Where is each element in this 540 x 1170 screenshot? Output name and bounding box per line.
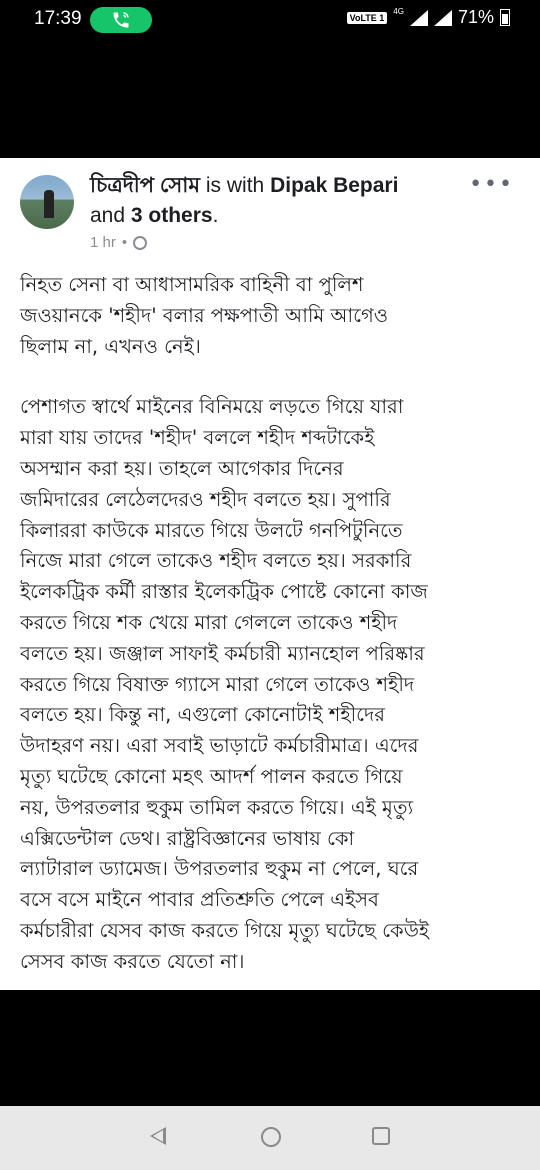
status-time: 17:39 <box>34 8 82 29</box>
ongoing-call-pill[interactable] <box>90 7 152 33</box>
avatar-figure <box>44 190 54 218</box>
post-body <box>20 270 530 1008</box>
globe-icon <box>133 236 147 250</box>
meta-separator: • <box>121 234 128 251</box>
post-meta <box>90 234 147 251</box>
signal-icon <box>434 10 452 26</box>
recents-icon[interactable] <box>372 1127 390 1145</box>
and-text: and <box>90 204 131 227</box>
post-paragraph: নিহত সেনা বা আধাসামরিক বাহিনী বা পুলিশ জওয়ানকে 'শহীদ' বলার পক্ষপাতী আমি আগেও ছিলাম না, এখনও নেই। <box>20 273 389 358</box>
battery-icon <box>500 9 510 26</box>
post-card <box>0 158 540 990</box>
more-options-icon[interactable]: ••• <box>469 172 514 197</box>
period-text: . <box>212 204 219 227</box>
status-bar <box>0 0 540 42</box>
tagged-friend[interactable]: Dipak Bepari <box>270 174 399 197</box>
signal-icon <box>410 10 428 26</box>
avatar[interactable] <box>20 175 74 229</box>
home-icon[interactable] <box>261 1127 281 1147</box>
volte-badge: VoLTE 1 <box>347 12 388 24</box>
post-paragraph: পেশাগত স্বার্থে মাইনের বিনিময়ে লড়তে গিয়ে যারা মারা যায় তাদের 'শহীদ' বললে শহীদ শব্দটাকেই অসম্মান করা হয়। তাহলে আগেকার দিনের জমিদারের লেঠেলদেরও শহীদ বলতে হয়। সুপারি কিলাররা কাউকে মারতে গিয়ে উলটে গনপিটুনিতে নিজে মারা গেলে তাকেও শহীদ বলতে হয়। সরকারি ইলেকট্রিক কর্মী রাস্তার ইলেকট্রিক পোষ্টে কোনো কাজ করতে গিয়ে শক খেয়ে মারা গেললে তাকেও শহীদ বলতে হয়। জঞ্জাল সাফাই কর্মচারী ম্যানহোল পরিষ্কার করতে গিয়ে বিষাক্ত গ্যাসে মারা গেলে তাকেও শহীদ বলতে হয়। কিন্তু না, এগুলো কোনোটাই শহীদের উদাহরণ নয়। এরা সবাই ভাড়াটে কর্মচারীমাত্র। এদের মৃত্যু ঘটেছে কোনো মহৎ আদর্শ পালন করতে গিয়ে নয়, উপরতলার হুকুম তামিল করতে গিয়ে। এই মৃত্যু এক্সিডেন্টাল ডেথ। রাষ্ট্রবিজ্ঞানের ভাষায় কো ল্যাটারাল ড্যামেজ। উপরতলার হুকুম না পেলে, ঘরে বসে বসে মাইনে পাবার প্রতিশ্রুতি পেলে এইসব কর্মচারীরা যেসব কাজ করতে গিয়ে মৃত্যু ঘটেছে কেউই সেসব কাজ করতে যেতো না। <box>20 395 430 973</box>
navigation-bar <box>0 1106 540 1170</box>
with-text: is with <box>200 174 271 197</box>
network-type: 4G <box>393 7 404 16</box>
others-link[interactable]: 3 others <box>130 204 213 227</box>
status-indicators <box>347 7 510 28</box>
battery-percent: 71% <box>457 7 494 27</box>
post-time[interactable]: 1 hr <box>90 234 116 251</box>
back-icon[interactable] <box>150 1127 166 1145</box>
phone-call-icon <box>111 10 131 30</box>
author-name[interactable]: চিত্রদীপ সোম <box>90 174 201 197</box>
post-header <box>90 171 470 231</box>
